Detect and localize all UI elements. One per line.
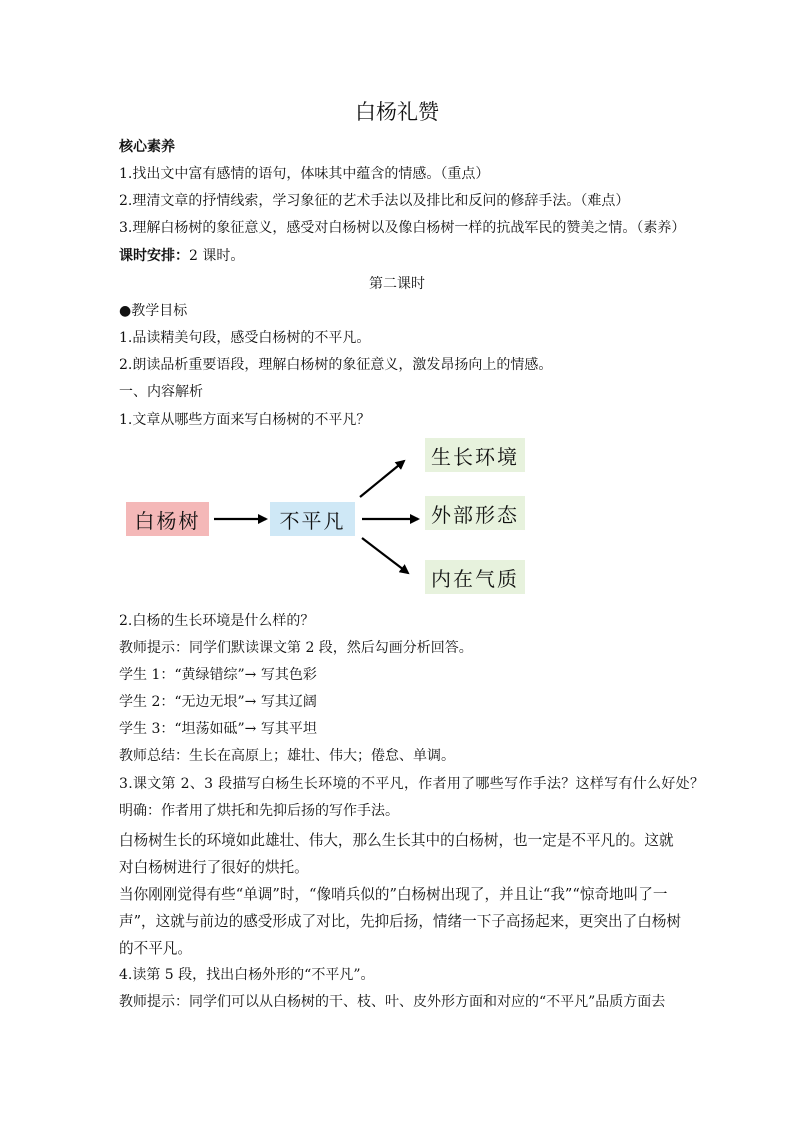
student-answer: 学生 1：“黄绿错综”→ 写其色彩: [119, 667, 317, 683]
objective-item: 2.朗读品析重要语段，理解白杨树的象征意义，激发昂扬向上的情感。: [119, 357, 553, 373]
core-literacy-heading: 核心素养: [119, 139, 175, 155]
student-answer: 学生 3：“坦荡如砥”→ 写其平坦: [119, 721, 317, 737]
schedule-line: [119, 246, 244, 266]
question-3: 3.课文第 2、3 段描写白杨生长环境的不平凡，作者用了哪些写作手法？这样写有什么好处？: [119, 776, 705, 792]
teacher-hint: 教师提示：同学们默读课文第 2 段，然后勾画分析回答。: [119, 640, 473, 656]
student-answer: 学生 2：“无边无垠”→ 写其辽阔: [119, 694, 317, 710]
clarification: 明确：作者用了烘托和先抑后扬的写作手法。: [119, 803, 399, 819]
section-heading: 一、内容解析: [119, 384, 203, 400]
question-1: 1.文章从哪些方面来写白杨树的不平凡？: [119, 412, 371, 428]
schedule-label: 课时安排：: [119, 248, 189, 264]
diagram-middle-box: 不平凡: [270, 502, 355, 536]
goal-item: 3.理解白杨树的象征意义，感受对白杨树以及像白杨树一样的抗战军民的赞美之情。（素养）: [119, 220, 686, 236]
diagram-target-box: 外部形态: [425, 496, 525, 530]
page-title: 白杨礼赞: [355, 100, 439, 124]
diagram-target-box: 生长环境: [425, 438, 525, 472]
diagram-source-box: 白杨树: [126, 502, 209, 536]
objectives-heading: ●教学目标: [119, 303, 188, 319]
schedule-value: 2 课时。: [189, 248, 245, 264]
diagram-target-box: 内在气质: [425, 560, 525, 594]
arrow-to-target-1: [360, 461, 404, 497]
teacher-summary: 教师总结：生长在高原上；雄壮、伟大；倦怠、单调。: [119, 748, 455, 764]
goal-item: 1.找出文中富有感情的语句，体味其中蕴含的情感。（重点）: [119, 166, 490, 182]
arrow-to-target-3: [362, 538, 408, 573]
teacher-hint: 教师提示：同学们可以从白杨树的干、枝、叶、皮外形方面和对应的“不平凡”品质方面去: [119, 994, 666, 1010]
lesson-heading: 第二课时: [369, 276, 425, 292]
goal-item: 2.理清文章的抒情线索，学习象征的艺术手法以及排比和反问的修辞手法。（难点）: [119, 193, 630, 209]
question-4: 4.读第 5 段，找出白杨外形的“不平凡”。: [119, 967, 375, 983]
paragraph: 当你刚刚觉得有些“单调”时，“像哨兵似的”白杨树出现了，并且让“我”“惊奇地叫了一声”，这就与前边的感受形成了对比，先抑后扬，情绪一下子高扬起来，更突出了白杨树的不平凡。: [119, 886, 682, 957]
question-2: 2.白杨的生长环境是什么样的？: [119, 613, 315, 629]
objective-item: 1.品读精美句段，感受白杨树的不平凡。: [119, 330, 371, 346]
paragraph: 白杨树生长的环境如此雄壮、伟大，那么生长其中的白杨树，也一定是不平凡的。这就对白杨树进行了很好的烘托。: [119, 832, 674, 876]
